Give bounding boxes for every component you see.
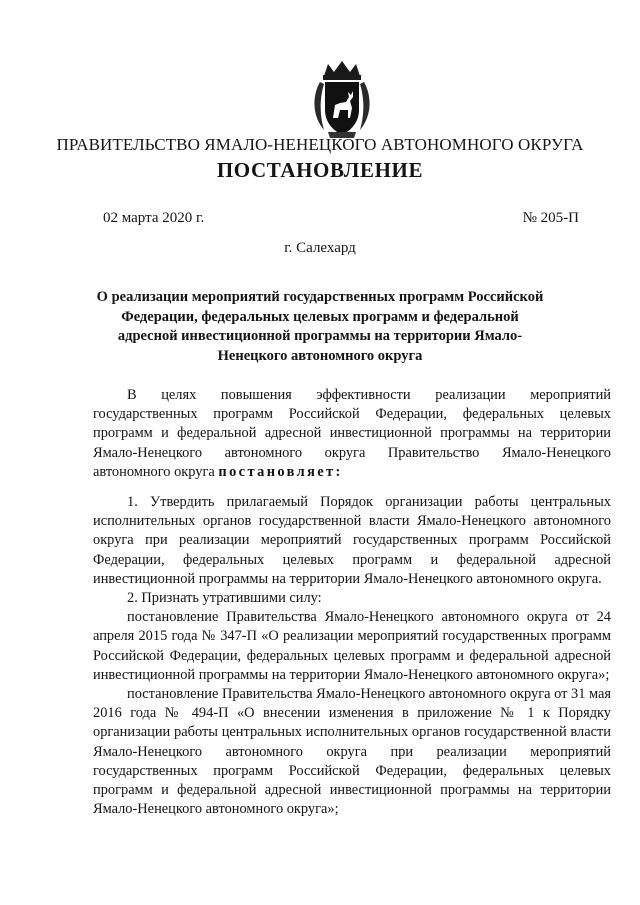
- government-title: ПРАВИТЕЛЬСТВО ЯМАЛО-НЕНЕЦКОГО АВТОНОМНОГО ОКРУГА: [56, 135, 584, 154]
- document-city: г. Салехард: [284, 240, 356, 256]
- document-number: № 205-П: [522, 210, 579, 226]
- document-body: [93, 386, 611, 819]
- preamble-paragraph: [93, 386, 611, 482]
- document-date: 02 марта 2020 г.: [103, 210, 205, 226]
- document-type: ПОСТАНОВЛЕНИЕ: [216, 158, 424, 182]
- document-heading: О реализации мероприятий государственных программ Российской Федерации, федеральных целевых программ и федеральной адресной инвестиционной программы на территории Ямало-Ненецкого автономного округа: [96, 289, 544, 364]
- preamble-text: В целях повышения эффективности реализации мероприятий государственных программ Российской Федерации, федеральных целевых программ и федеральной адресной инвестиционной программы на территории Ямало-Ненецкого автономного округа Правительство Ямало-Ненецкого автономного округа: [93, 387, 611, 480]
- item-paragraph: постановление Правительства Ямало-Ненецкого автономного округа от 31 мая 2016 года № 494-П «О внесении изменения в приложение № 1 к Порядку организации работы центральных исполнительных органов государственной власти Ямало-Ненецкого автономного округа при реализации мероприятий государственных программ Российской Федерации, федеральных целевых программ и федеральной адресной инвестиционной программы на территории Ямало-Ненецкого автономного округа»;: [93, 686, 612, 818]
- item-paragraph: 1. Утвердить прилагаемый Порядок организации работы центральных исполнительных органов государственной власти Ямало-Ненецкого автономного округа при реализации мероприятий государственных программ Российской Федерации, федеральных целевых программ и федеральной адресной инвестиционной программы на территории Ямало-Ненецкого автономного округа.: [93, 494, 611, 587]
- decree-word: постановляет:: [218, 463, 343, 480]
- coat-of-arms-emblem: [310, 60, 374, 140]
- item-paragraph: постановление Правительства Ямало-Ненецкого автономного округа от 24 апреля 2015 года № 347-П «О реализации мероприятий государственных программ Российской Федерации, федеральных целевых программ и федеральной адресной инвестиционной программы на территории Ямало-Ненецкого автономного округа»;: [93, 609, 611, 683]
- item-paragraph: 2. Признать утратившими силу:: [127, 590, 322, 607]
